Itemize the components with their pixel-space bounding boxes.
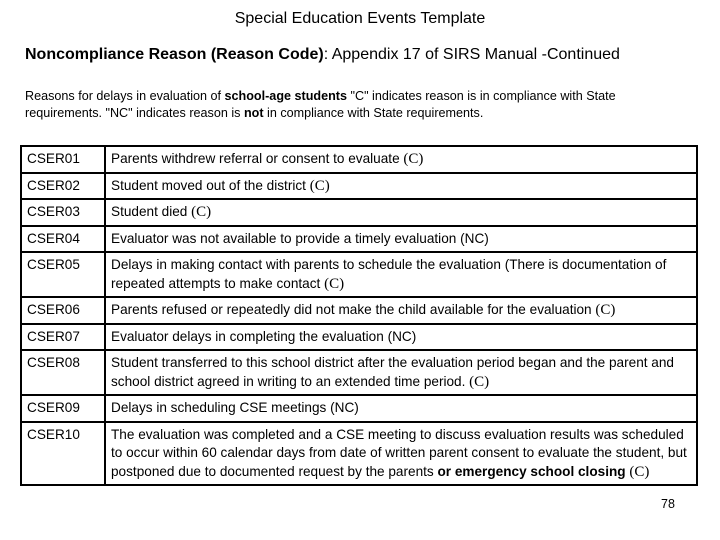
table-row xyxy=(21,146,697,173)
reason-code: CSER06 xyxy=(21,297,105,324)
table-row xyxy=(21,350,697,395)
reason-text: Parents refused or repeatedly did not make the child available for the evaluation xyxy=(111,302,596,317)
reason-description xyxy=(105,252,697,297)
reason-text: Delays in making contact with parents to schedule the evaluation (There is documentation of repeated attempts to make contact xyxy=(111,257,667,291)
subtitle xyxy=(25,46,620,64)
table-row xyxy=(21,199,697,226)
table-row xyxy=(21,395,697,422)
reason-text: Evaluator delays in completing the evaluation (NC) xyxy=(111,328,417,344)
page-number: 78 xyxy=(661,497,675,511)
subtitle-rest: : Appendix 17 of SIRS Manual -Continued xyxy=(323,46,620,63)
reason-code: CSER03 xyxy=(21,199,105,226)
reason-description xyxy=(105,173,697,200)
intro-text-3: in compliance with State requirements. xyxy=(263,106,484,120)
reason-code: CSER09 xyxy=(21,395,105,422)
reason-code: CSER10 xyxy=(21,422,105,486)
reason-code: CSER04 xyxy=(21,226,105,253)
table-row xyxy=(21,252,697,297)
reason-text: Student died xyxy=(111,204,192,219)
reason-description xyxy=(105,199,697,226)
compliance-tag: (C) xyxy=(595,302,616,318)
reason-description xyxy=(105,146,697,173)
compliance-tag: (C) xyxy=(309,177,330,194)
reason-code: CSER02 xyxy=(21,173,105,200)
intro-text-2: "C" indicates reason is in compliance with State requirements. "NC" indicates reason is xyxy=(25,89,616,120)
reason-text: Student moved out of the district xyxy=(111,177,310,193)
compliance-tag: (C) xyxy=(324,275,345,292)
compliance-tag: (C) xyxy=(403,151,424,167)
subtitle-bold: Noncompliance Reason (Reason Code) xyxy=(25,46,324,63)
reason-text: Student transferred to this school district after the evaluation period began and the parent and school district agreed in writing to an extended time period. xyxy=(111,355,674,389)
reason-description xyxy=(105,350,697,395)
compliance-tag: (C) xyxy=(191,204,212,220)
reason-code: CSER08 xyxy=(21,350,105,395)
table-row xyxy=(21,297,697,324)
table-row xyxy=(21,226,697,253)
reason-text: Delays in scheduling CSE meetings (NC) xyxy=(111,400,359,415)
intro-paragraph xyxy=(25,88,695,122)
intro-text-1: Reasons for delays in evaluation of xyxy=(25,89,225,103)
intro-bold-1: school-age students xyxy=(224,89,347,103)
reason-code-table xyxy=(20,145,698,486)
reason-description xyxy=(105,395,697,422)
intro-bold-2: not xyxy=(243,106,264,120)
table-row xyxy=(21,422,697,486)
page-title: Special Education Events Template xyxy=(234,10,486,27)
table-row xyxy=(21,173,697,200)
reason-text: The evaluation was completed and a CSE meeting to discuss evaluation results was scheduled to occur within 60 calendar days from date of written parent consent to evaluate the student, but postponed due to documented request by the parents xyxy=(111,426,687,479)
reason-description xyxy=(105,297,697,324)
reason-code: CSER01 xyxy=(21,146,105,173)
reason-description xyxy=(105,324,697,351)
reason-code: CSER07 xyxy=(21,324,105,351)
reason-code: CSER05 xyxy=(21,252,105,297)
reason-text: Parents withdrew referral or consent to evaluate xyxy=(111,151,404,166)
table-row xyxy=(21,324,697,351)
compliance-tag: (C) xyxy=(469,373,490,390)
reason-text: Evaluator was not available to provide a timely evaluation (NC) xyxy=(111,230,489,246)
compliance-tag: (C) xyxy=(625,463,650,480)
reason-description xyxy=(105,226,697,253)
reason-bold-text: or emergency school closing xyxy=(437,463,626,479)
reason-description xyxy=(105,422,697,486)
